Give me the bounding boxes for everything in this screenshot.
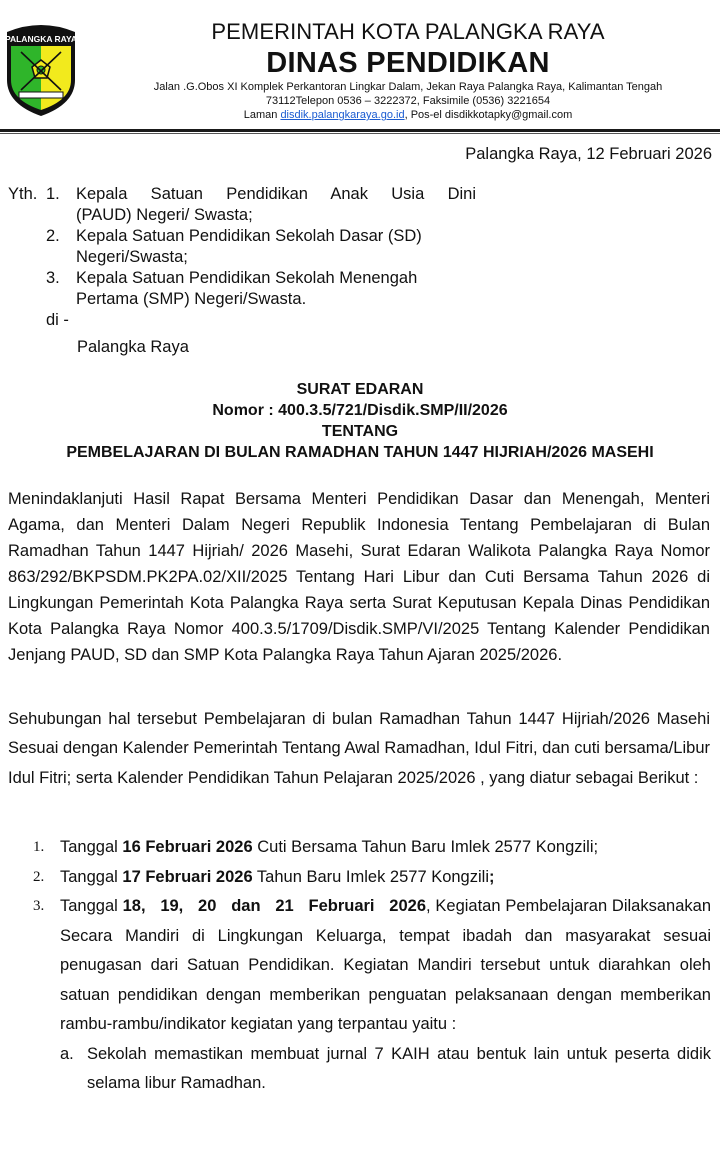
list-item [33, 833, 711, 863]
list-item [33, 863, 711, 893]
title-tentang: TENTANG [321, 423, 399, 440]
list-text: Tanggal 17 Februari 2026 Tahun Baru Imlek 2577 Kongzili; [60, 867, 495, 886]
contact-line [96, 108, 720, 122]
recipient-number: 1. [46, 185, 60, 203]
letterhead-rule-thick [0, 129, 720, 132]
recipient-item [8, 268, 478, 310]
title-number: Nomor : 400.3.5/721/Disdik.SMP/II/2026 [212, 402, 508, 419]
recipient-text: Kepala Satuan Pendidikan Anak Usia Dini (PAUD) Negeri/ Swasta; [76, 185, 476, 224]
recipient-text: Kepala Satuan Pendidikan Sekolah Menengah Pertama (SMP) Negeri/Swasta. [76, 269, 418, 308]
body-paragraph-1: Menindaklanjuti Hasil Rapat Bersama Menteri Pendidikan Dasar dan Menengah, Menteri Agama, dan Menteri Dalam Negeri Republik Indonesia Tentang Pembelajaran di Bulan Ramadhan Tahun 1447 Hijriah/ 2026 Masehi, Surat Edaran Walikota Palangka Raya Nomor 863/292/BKPSDM.PK2PA.02/XII/2025 Tentang Hari Libur dan Cuti Bersama Tahun 2026 di Lingkungan Pemerintah Kota Palangka Raya serta Surat Keputusan Kepala Dinas Pendidikan Kota Palangka Raya Nomor 400.3.5/1709/Disdik.SMP/VI/2025 Tentang Kalender Pendidikan Jenjang PAUD, SD dan SMP Kota Palangka Raya Tahun Ajaran 2025/2026. [8, 490, 710, 664]
letterhead-rule-thin [0, 133, 720, 134]
office-name: DINAS PENDIDIKAN [266, 47, 550, 79]
letterhead [0, 0, 720, 135]
svg-text:PALANGKA RAYA: PALANGKA RAYA [4, 34, 78, 44]
circular-title [0, 379, 720, 463]
website-link[interactable]: disdik.palangkaraya.go.id [280, 109, 405, 121]
list-item [33, 892, 711, 1040]
recipient-place: Palangka Raya [77, 338, 189, 356]
website-prefix: Laman [243, 109, 281, 121]
address-line-2: 73112Telepon 0536 – 3222372, Faksimile (0536) 3221654 [265, 95, 551, 107]
recipient-number: 3. [46, 269, 60, 287]
body-paragraph-2: Sehubungan hal tersebut Pembelajaran di bulan Ramadhan Tahun 1447 Hijriah/2026 Masehi Sesuai dengan Kalender Pemerintah Tentang Awal Ramadhan, Idul Fitri, dan cuti bersama/Libur Idul Fitri; serta Kalender Pendidikan Tahun Pelajaran 2025/2026 , yang diatur sebagai Berikut : [8, 710, 710, 787]
address-line-1: Jalan .G.Obos XI Komplek Perkantoran Lingkar Dalam, Jekan Raya Palangka Raya, Kalimantan Tengah [153, 81, 663, 93]
list-number: 1. [33, 839, 45, 855]
email-text: , Pos-el disdikkotapky@gmail.com [404, 109, 573, 121]
salutation: Yth. [8, 185, 38, 203]
sub-list-letter: a. [60, 1044, 74, 1063]
schedule-list [33, 833, 711, 1099]
list-text: Tanggal 18, 19, 20 dan 21 Februari 2026, Kegiatan Pembelajaran Dilaksanakan Secara Mandiri di Lingkungan Keluarga, tempat ibadah dan masyarakat sesuai penugasan dari Satuan Pendidikan. Kegiatan Mandiri tersebut untuk diarahkan oleh satuan pendidikan dengan memberikan penguatan pelaksanaan dengan memberikan rambu-rambu/indikator kegiatan yang terpantau yaitu : [60, 897, 711, 1033]
list-number: 2. [33, 868, 45, 885]
city-emblem-logo [3, 20, 79, 118]
sub-list-text: Sekolah memastikan membuat jurnal 7 KAIH atau bentuk lain untuk peserta didik selama libur Ramadhan. [87, 1044, 711, 1092]
list-number: 3. [33, 898, 45, 914]
recipient-item [8, 226, 478, 268]
recipients-block [8, 184, 478, 358]
title-subject: PEMBELAJARAN DI BULAN RAMADHAN TAHUN 1447 HIJRIAH/2026 MASEHI [66, 444, 654, 461]
recipient-item [8, 184, 478, 226]
recipient-text: Kepala Satuan Pendidikan Sekolah Dasar (SD) Negeri/Swasta; [76, 227, 422, 266]
sub-list-item [60, 1040, 711, 1099]
recipient-number: 2. [46, 227, 60, 245]
list-text: Tanggal 16 Februari 2026 Cuti Bersama Tahun Baru Imlek 2577 Kongzili; [60, 838, 599, 856]
recipient-di: di - [46, 311, 69, 329]
title-surat-edaran: SURAT EDARAN [296, 381, 424, 398]
letter-date: Palangka Raya, 12 Februari 2026 [465, 145, 712, 163]
government-name: PEMERINTAH KOTA PALANGKA RAYA [211, 19, 605, 44]
